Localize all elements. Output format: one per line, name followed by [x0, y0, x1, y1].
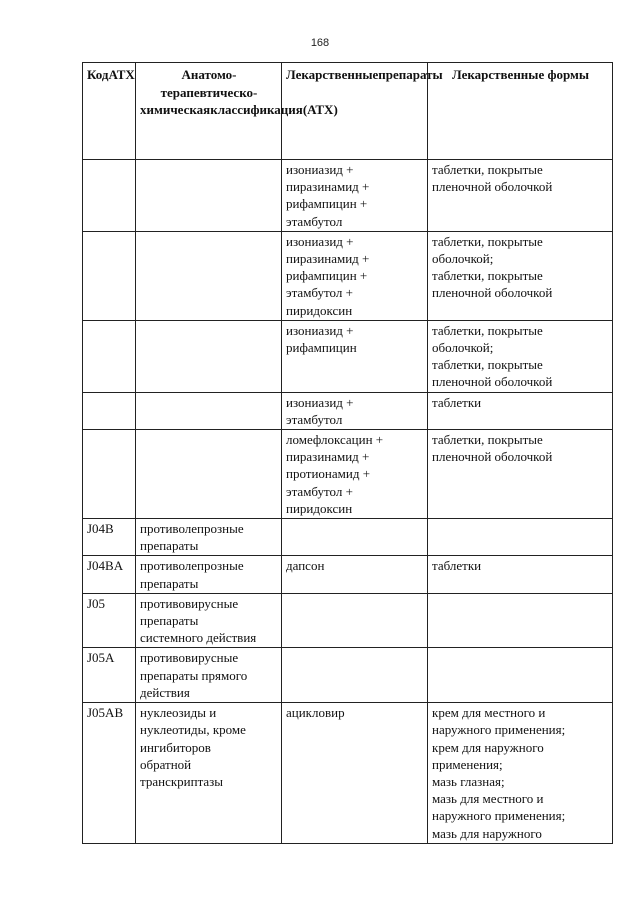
classification-cell [136, 648, 282, 703]
cell-line: наружного применения; [432, 808, 566, 824]
cell-line: пленочной оболочкой [432, 179, 553, 195]
cell-line: таблетки, покрытые [432, 233, 543, 249]
table-row [83, 648, 613, 703]
cell-line: противолепрозные [140, 521, 244, 537]
classification-cell [136, 593, 282, 648]
cell-line: таблетки, покрытые [432, 162, 543, 177]
cell-line: таблетки [432, 394, 482, 410]
cell-line: химическая [140, 102, 211, 118]
cell-line: рифампицин [286, 340, 357, 356]
cell-line: рифампицин + [286, 196, 368, 212]
dosage-forms-cell [428, 160, 613, 232]
atx-code-cell: J04B [83, 519, 136, 556]
table-row [83, 392, 613, 429]
cell-line: этамбутол [286, 411, 343, 427]
cell-line: оболочкой; [432, 251, 494, 267]
atx-code-cell [83, 320, 136, 392]
cell-line: пиразинамид + [286, 449, 370, 465]
drug-cell [282, 556, 428, 593]
dosage-forms-cell [428, 231, 613, 320]
classification-cell [136, 430, 282, 519]
atx-code-cell [83, 430, 136, 519]
cell-line: наружного применения; [432, 722, 566, 738]
table-row [83, 519, 613, 556]
cell-line: изониазид + [286, 233, 354, 249]
table-row [83, 320, 613, 392]
cell-line: противовирусные [140, 650, 239, 666]
table-body [83, 160, 613, 844]
classification-cell [136, 320, 282, 392]
cell-line: противовирусные [140, 595, 239, 611]
cell-line: нуклеотиды, кроме [140, 722, 246, 738]
cell-line: крем для наружного [432, 739, 544, 755]
dosage-forms-cell [428, 703, 613, 844]
cell-line: изониазид + [286, 394, 354, 410]
cell-line: этамбутол + [286, 285, 353, 301]
cell-line: дапсон [286, 558, 325, 574]
cell-line: пиридоксин [286, 500, 353, 516]
cell-line: изониазид + [286, 162, 354, 177]
drug-cell [282, 519, 428, 556]
cell-line: рифампицин + [286, 268, 368, 284]
cell-line: оболочкой; [432, 340, 494, 356]
cell-line: противолепрозные [140, 558, 244, 574]
cell-line: применения; [432, 756, 503, 772]
cell-line: действия [140, 684, 190, 700]
table-header-row [83, 63, 613, 160]
table-row [83, 593, 613, 648]
cell-line: таблетки [432, 558, 482, 574]
drug-cell [282, 231, 428, 320]
table-row [83, 703, 613, 844]
table-row [83, 556, 613, 593]
cell-line: классификация [210, 102, 303, 118]
cell-line: Код [87, 67, 109, 82]
page-number: 168 [310, 37, 330, 49]
atx-code-cell: J05A [83, 648, 136, 703]
cell-line: Лекарственные формы [451, 67, 590, 82]
cell-line: препараты [378, 67, 443, 82]
atx-code-cell [83, 231, 136, 320]
drug-cell [282, 320, 428, 392]
dosage-forms-cell [428, 593, 613, 648]
cell-line: препараты [140, 575, 199, 591]
dosage-forms-cell [428, 320, 613, 392]
dosage-forms-cell [428, 556, 613, 593]
cell-line: изониазид + [286, 322, 354, 338]
dosage-forms-cell [428, 430, 613, 519]
cell-line: транскриптазы [140, 773, 224, 789]
cell-line: Лекарственные [286, 67, 379, 82]
drug-cell [282, 430, 428, 519]
cell-line: мазь глазная; [432, 773, 505, 789]
cell-line: обратной [140, 756, 192, 772]
cell-line: ингибиторов [140, 739, 211, 755]
atx-code-cell: J05AB [83, 703, 136, 844]
atx-code-cell [83, 160, 136, 232]
cell-line: препараты [140, 538, 199, 554]
cell-line: пиразинамид + [286, 179, 370, 195]
atx-code-cell [83, 392, 136, 429]
cell-line: пленочной оболочкой [432, 374, 553, 390]
cell-line: крем для местного и [432, 705, 546, 721]
table-row [83, 430, 613, 519]
dosage-forms-cell [428, 648, 613, 703]
cell-line: таблетки, покрытые [432, 322, 543, 338]
classification-cell [136, 556, 282, 593]
classification-cell [136, 703, 282, 844]
cell-line: ломефлоксацин + [286, 432, 384, 448]
table-row [83, 160, 613, 232]
cell-line: АТХ [108, 67, 135, 82]
cell-line: протионамид + [286, 466, 371, 482]
cell-line: терапевтическо- [160, 84, 258, 100]
cell-line: таблетки, покрытые [432, 432, 543, 448]
cell-line: таблетки, покрытые [432, 357, 543, 373]
cell-line: нуклеозиды и [140, 705, 217, 721]
dosage-forms-cell [428, 519, 613, 556]
atx-code-cell: J05 [83, 593, 136, 648]
cell-line: (АТХ) [302, 102, 338, 118]
cell-line: мазь для наружного [432, 825, 542, 841]
classification-cell [136, 160, 282, 232]
classification-cell [136, 519, 282, 556]
cell-line: этамбутол + [286, 483, 353, 499]
dosage-forms-cell [428, 392, 613, 429]
atx-drug-table [82, 62, 613, 844]
cell-line: пиразинамид + [286, 251, 370, 267]
cell-line: пленочной оболочкой [432, 285, 553, 301]
table-row [83, 231, 613, 320]
atx-code-cell: J04BA [83, 556, 136, 593]
drug-cell [282, 648, 428, 703]
cell-line: Анатомо- [181, 67, 237, 82]
drug-cell [282, 160, 428, 232]
drug-cell [282, 392, 428, 429]
header-forms [428, 63, 613, 160]
cell-line: пиридоксин [286, 302, 353, 318]
drug-cell [282, 703, 428, 844]
cell-line: системного действия [140, 630, 257, 646]
cell-line: мазь для местного и [432, 791, 544, 807]
drug-cell [282, 593, 428, 648]
cell-line: пленочной оболочкой [432, 449, 553, 465]
cell-line: этамбутол [286, 213, 343, 229]
cell-line: препараты прямого [140, 667, 248, 683]
classification-cell [136, 392, 282, 429]
cell-line: ацикловир [286, 705, 345, 721]
cell-line: таблетки, покрытые [432, 268, 543, 284]
header-code [83, 63, 136, 160]
classification-cell [136, 231, 282, 320]
cell-line: препараты [140, 613, 199, 629]
